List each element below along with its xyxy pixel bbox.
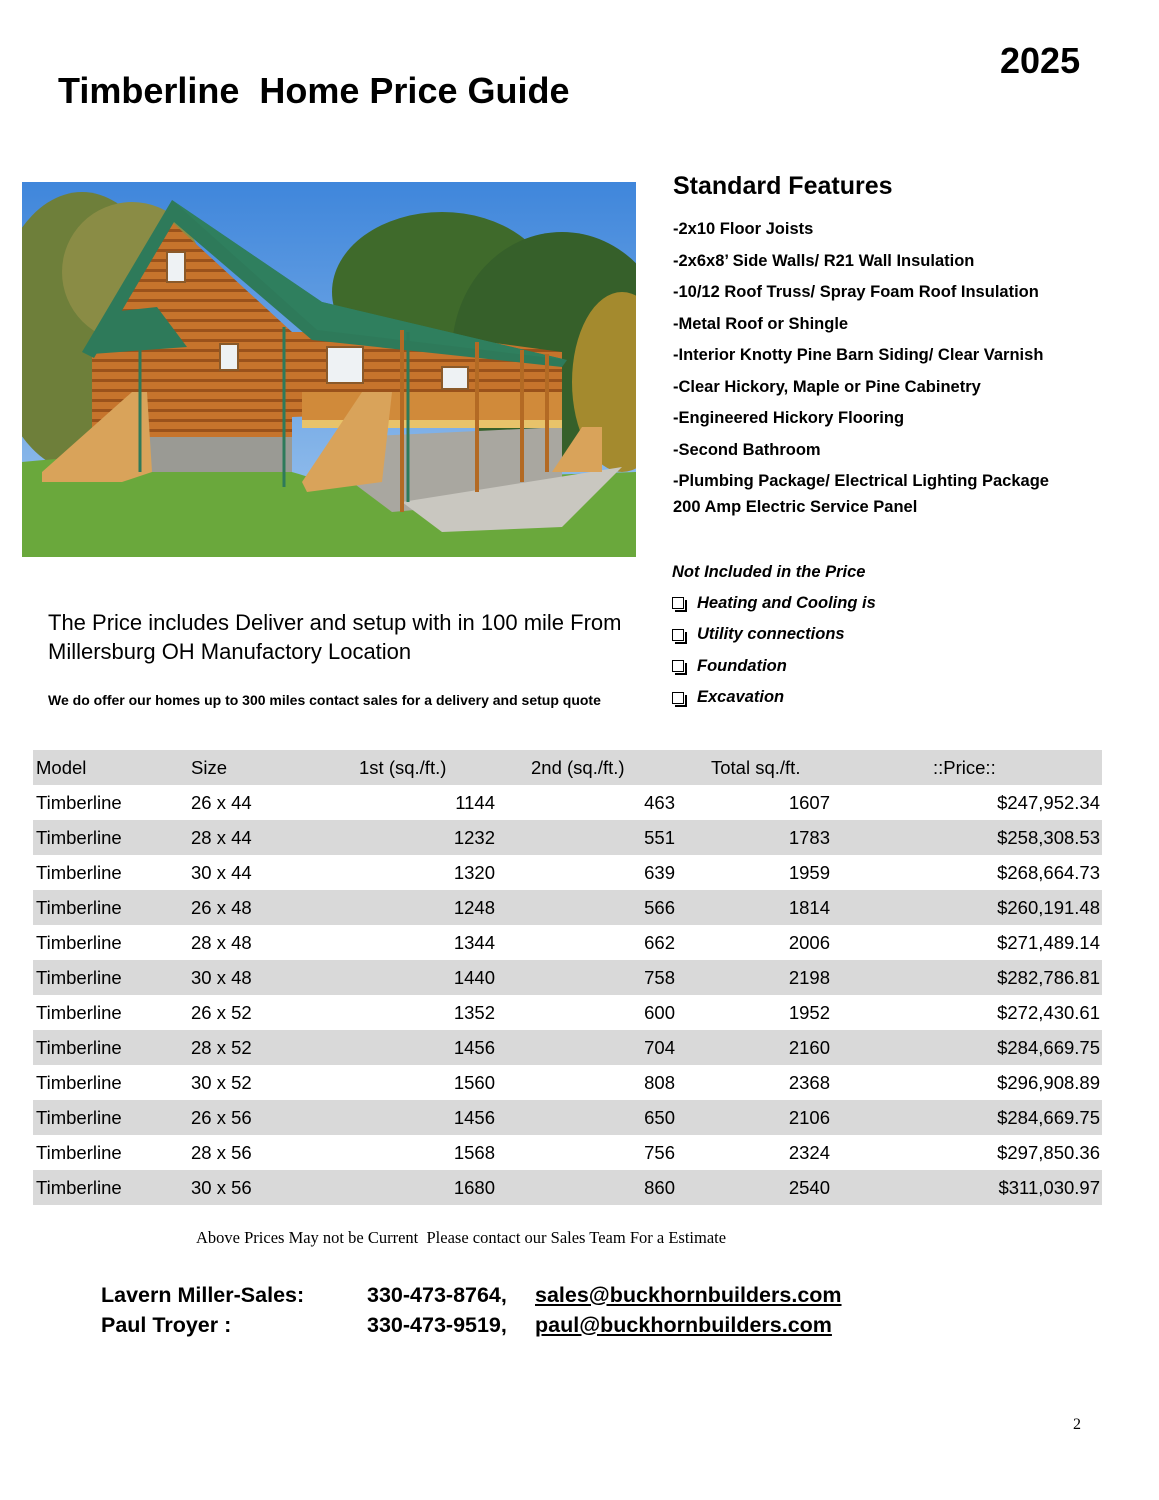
cell-price: $297,850.36 [997, 1141, 1100, 1163]
cell-total: 2368 [788, 1071, 830, 1093]
cell-price: $282,786.81 [997, 966, 1100, 988]
not-included-item [672, 688, 1132, 708]
price-table [33, 750, 1102, 1205]
cell-second-floor: 639 [644, 861, 675, 883]
cell-model: Timberline [36, 1141, 122, 1163]
contact-phone: 330-473-9519, [367, 1312, 507, 1337]
table-row [33, 820, 1102, 855]
feature-item: -Engineered Hickory Flooring [673, 409, 905, 427]
table-row [33, 960, 1102, 995]
header-first-floor: 1st (sq./ft.) [359, 756, 447, 778]
header-second-floor: 2nd (sq./ft.) [531, 756, 625, 778]
cell-size: 26 x 52 [191, 1001, 252, 1023]
cell-size: 30 x 56 [191, 1176, 252, 1198]
cell-price: $258,308.53 [997, 826, 1100, 848]
cell-model: Timberline [36, 1176, 122, 1198]
checkbox-icon [672, 692, 684, 704]
cell-price: $272,430.61 [997, 1001, 1100, 1023]
feature-item: -Metal Roof or Shingle [673, 314, 849, 333]
table-row [33, 1100, 1102, 1135]
table-header-row [33, 750, 1102, 785]
table-row [33, 785, 1102, 820]
cell-price: $268,664.73 [997, 861, 1100, 883]
cell-first-floor: 1568 [453, 1141, 495, 1163]
cell-price: $284,669.75 [997, 1106, 1100, 1128]
table-row [33, 1170, 1102, 1205]
table-row [33, 925, 1102, 960]
feature-item: -Interior Knotty Pine Barn Siding/ Clear Varnish [673, 346, 1044, 364]
cabin-photo [22, 182, 636, 557]
cell-model: Timberline [36, 826, 122, 848]
cell-price: $271,489.14 [997, 931, 1100, 953]
cell-price: $247,952.34 [997, 791, 1100, 813]
cell-size: 30 x 44 [191, 861, 252, 883]
document-year: 2025 [1000, 40, 1081, 81]
cell-second-floor: 566 [644, 896, 675, 918]
not-included-item [672, 593, 1132, 613]
cell-price: $260,191.48 [997, 896, 1100, 918]
cell-size: 30 x 52 [191, 1071, 252, 1093]
cell-first-floor: 1344 [453, 931, 495, 953]
not-included-item [672, 625, 1132, 645]
contact-name: Paul Troyer : [101, 1312, 232, 1337]
cell-total: 2540 [788, 1176, 830, 1198]
cell-total: 2160 [788, 1036, 830, 1058]
standard-features-section [673, 172, 1133, 529]
cell-total: 2006 [788, 931, 830, 953]
cell-size: 26 x 48 [191, 896, 252, 918]
cell-second-floor: 704 [644, 1036, 675, 1058]
table-row [33, 1030, 1102, 1065]
table-row [33, 855, 1102, 890]
table-row [33, 1135, 1102, 1170]
cell-size: 28 x 48 [191, 931, 252, 953]
delivery-statement: The Price includes Deliver and setup with in 100 mile From Millersburg OH Manufactory Location [48, 610, 622, 664]
not-included-label: Foundation [697, 656, 787, 675]
header-size: Size [191, 756, 227, 778]
cell-price: $284,669.75 [997, 1036, 1100, 1058]
header-model: Model [36, 756, 87, 778]
cell-price: $296,908.89 [997, 1071, 1100, 1093]
cell-first-floor: 1144 [455, 791, 495, 813]
delivery-note: We do offer our homes up to 300 miles contact sales for a delivery and setup quote [48, 692, 601, 708]
cell-price: $311,030.97 [998, 1176, 1100, 1198]
cell-size: 28 x 44 [191, 826, 252, 848]
cell-second-floor: 662 [644, 931, 675, 953]
cell-first-floor: 1456 [453, 1106, 495, 1128]
cell-total: 1814 [788, 896, 830, 918]
cell-size: 28 x 52 [191, 1036, 252, 1058]
header-price: ::Price:: [933, 756, 996, 778]
cell-second-floor: 600 [644, 1001, 675, 1023]
cell-first-floor: 1232 [453, 826, 495, 848]
cell-first-floor: 1352 [453, 1001, 495, 1023]
contact-row [101, 1310, 842, 1340]
feature-item: 200 Amp Electric Service Panel [673, 498, 918, 516]
checkbox-icon [672, 660, 684, 672]
cell-size: 26 x 44 [191, 791, 252, 813]
feature-item: -Second Bathroom [673, 440, 821, 459]
cell-model: Timberline [36, 931, 122, 953]
cell-size: 26 x 56 [191, 1106, 252, 1128]
contact-phone: 330-473-8764, [367, 1282, 507, 1307]
cell-total: 1783 [788, 826, 830, 848]
table-row [33, 995, 1102, 1030]
table-row [33, 890, 1102, 925]
cell-total: 2324 [788, 1141, 830, 1163]
checkbox-icon [672, 629, 684, 641]
feature-item: -Plumbing Package/ Electrical Lighting Package [673, 472, 1049, 490]
contact-row [101, 1280, 842, 1310]
cell-model: Timberline [36, 966, 122, 988]
feature-item: -2x10 Floor Joists [673, 220, 814, 238]
cell-second-floor: 808 [644, 1071, 675, 1093]
not-included-section [672, 563, 1132, 719]
feature-item: -10/12 Roof Truss/ Spray Foam Roof Insulation [673, 283, 1039, 301]
not-included-label: Utility connections [697, 625, 845, 643]
cell-first-floor: 1248 [453, 896, 495, 918]
not-included-item [672, 656, 1132, 676]
contact-name: Lavern Miller-Sales: [101, 1282, 305, 1307]
contacts-section [101, 1280, 842, 1340]
cell-second-floor: 551 [644, 826, 675, 848]
cell-model: Timberline [36, 1071, 122, 1093]
cell-first-floor: 1440 [453, 966, 495, 988]
cell-first-floor: 1456 [453, 1036, 495, 1058]
header-total: Total sq./ft. [711, 756, 801, 778]
cell-model: Timberline [36, 1001, 122, 1023]
cell-total: 1952 [788, 1001, 830, 1023]
cell-model: Timberline [36, 896, 122, 918]
feature-item: -Clear Hickory, Maple or Pine Cabinetry [673, 377, 981, 396]
table-row [33, 1065, 1102, 1100]
not-included-label: Excavation [697, 688, 785, 706]
cell-second-floor: 650 [644, 1106, 675, 1128]
page-title: Timberline Home Price Guide [58, 70, 570, 111]
cell-model: Timberline [36, 791, 122, 813]
cell-first-floor: 1680 [453, 1176, 495, 1198]
cell-second-floor: 756 [644, 1141, 675, 1163]
cell-model: Timberline [36, 1036, 122, 1058]
not-included-title: Not Included in the Price [672, 563, 866, 581]
cell-first-floor: 1320 [453, 861, 495, 883]
cell-total: 2106 [788, 1106, 830, 1128]
contact-email-link[interactable]: paul@buckhornbuilders.com [535, 1312, 832, 1337]
cell-size: 28 x 56 [191, 1141, 252, 1163]
feature-item: -2x6x8’ Side Walls/ R21 Wall Insulation [673, 251, 975, 270]
cell-total: 2198 [788, 966, 830, 988]
cell-model: Timberline [36, 1106, 122, 1128]
cell-total: 1607 [788, 791, 830, 813]
cabin-illustration [22, 182, 636, 557]
standard-features-title: Standard Features [673, 172, 893, 200]
cell-second-floor: 463 [644, 791, 675, 813]
cell-model: Timberline [36, 861, 122, 883]
page-number: 2 [1073, 1416, 1081, 1433]
not-included-label: Heating and Cooling is [697, 593, 876, 612]
cell-second-floor: 860 [644, 1176, 675, 1198]
price-disclaimer: Above Prices May not be Current Please contact our Sales Team For a Estimate [196, 1228, 727, 1247]
cell-total: 1959 [788, 861, 830, 883]
cell-second-floor: 758 [644, 966, 675, 988]
cell-first-floor: 1560 [453, 1071, 495, 1093]
contact-email-link[interactable]: sales@buckhornbuilders.com [535, 1282, 842, 1307]
checkbox-icon [672, 597, 684, 609]
cell-size: 30 x 48 [191, 966, 252, 988]
